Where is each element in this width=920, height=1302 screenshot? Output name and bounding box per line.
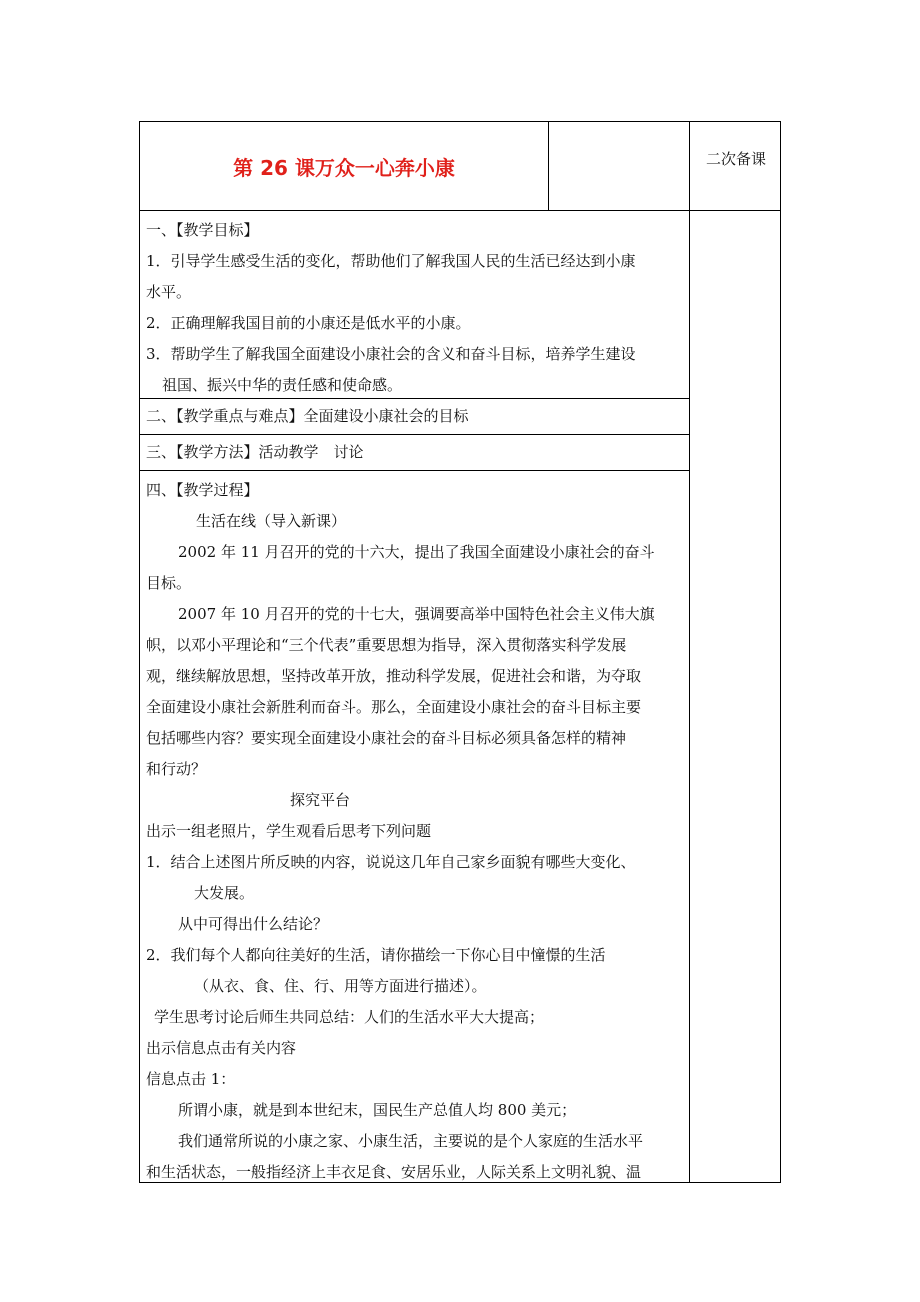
intro-title: 生活在线（导入新课）	[196, 512, 347, 530]
row-divider-keypoints	[140, 434, 689, 435]
summary-text: 学生思考讨论后师生共同总结：人们的生活水平大大提高；	[154, 1008, 545, 1026]
goal-item-1: 1．引导学生感受生活的变化，帮助他们了解我国人民的生活已经达到小康	[146, 252, 636, 270]
paragraph-2-line6: 和行动？	[146, 760, 207, 778]
photos-text: 出示一组老照片，学生观看后思考下列问题	[146, 822, 432, 840]
paragraph-1: 2002 年 11 月召开的党的十六大，提出了我国全面建设小康社会的奋斗	[178, 543, 655, 561]
question-1: 1．结合上述图片所反映的内容，说说这几年自己家乡面貌有哪些大变化、	[146, 853, 636, 871]
info-1-paragraph-2-cont: 和生活状态，一般指经济上丰衣足食、安居乐业，人际关系上文明礼貌、温	[146, 1163, 642, 1181]
keypoints-section	[146, 401, 686, 432]
lesson-plan-table	[139, 121, 781, 1183]
paragraph-1-cont: 目标。	[146, 574, 192, 592]
second-prep-label: 二次备课	[705, 150, 766, 168]
info-intro: 出示信息点击有关内容	[146, 1039, 297, 1057]
methods-section	[146, 437, 686, 468]
process-section	[146, 475, 686, 1188]
question-1-cont: 大发展。	[194, 884, 255, 902]
keypoints-text: 二、【教学重点与难点】全面建设小康社会的目标	[146, 407, 469, 425]
question-1-conclusion: 从中可得出什么结论？	[178, 915, 329, 933]
paragraph-2-line3: 观，继续解放思想，坚持改革开放，推动科学发展，促进社会和谐，为夺取	[146, 667, 642, 685]
paragraph-2-line5: 包括哪些内容？要实现全面建设小康社会的奋斗目标必须具备怎样的精神	[146, 729, 627, 747]
row-divider-header	[140, 210, 780, 211]
goal-item-3-cont: 祖国、振兴中华的责任感和使命感。	[162, 376, 403, 394]
goal-item-2: 2．正确理解我国目前的小康还是低水平的小康。	[146, 314, 471, 332]
column-divider-header	[548, 122, 549, 211]
info-1-paragraph-1: 所谓小康，就是到本世纪末，国民生产总值人均 800 美元；	[178, 1101, 577, 1119]
column-divider-side	[689, 122, 690, 1182]
info-1-title: 信息点击 1：	[146, 1070, 236, 1088]
process-heading: 四、【教学过程】	[146, 481, 259, 499]
question-2-cont: （从衣、食、住、行、用等方面进行描述）。	[194, 977, 487, 995]
paragraph-2-line4: 全面建设小康社会新胜利而奋斗。那么，全面建设小康社会的奋斗目标主要	[146, 698, 642, 716]
paragraph-2-line2: 帜，以邓小平理论和“三个代表”重要思想为指导，深入贯彻落实科学发展	[146, 636, 627, 654]
page-title: 第 26 课万众一心奔小康	[233, 156, 455, 180]
info-1-paragraph-2: 我们通常所说的小康之家、小康生活，主要说的是个人家庭的生活水平	[178, 1132, 644, 1150]
question-2: 2．我们每个人都向往美好的生活，请你描绘一下你心目中憧憬的生活	[146, 946, 606, 964]
goals-section	[146, 215, 686, 401]
methods-text: 三、【教学方法】活动教学 讨论	[146, 443, 364, 461]
paragraph-2: 2007 年 10 月召开的党的十七大，强调要高举中国特色社会主义伟大旗	[178, 605, 655, 623]
goal-item-1-cont: 水平。	[146, 283, 192, 301]
goal-item-3: 3．帮助学生了解我国全面建设小康社会的含义和奋斗目标，培养学生建设	[146, 345, 636, 363]
goals-heading: 一、【教学目标】	[146, 221, 259, 239]
explore-title: 探究平台	[290, 791, 351, 809]
row-divider-methods	[140, 470, 689, 471]
